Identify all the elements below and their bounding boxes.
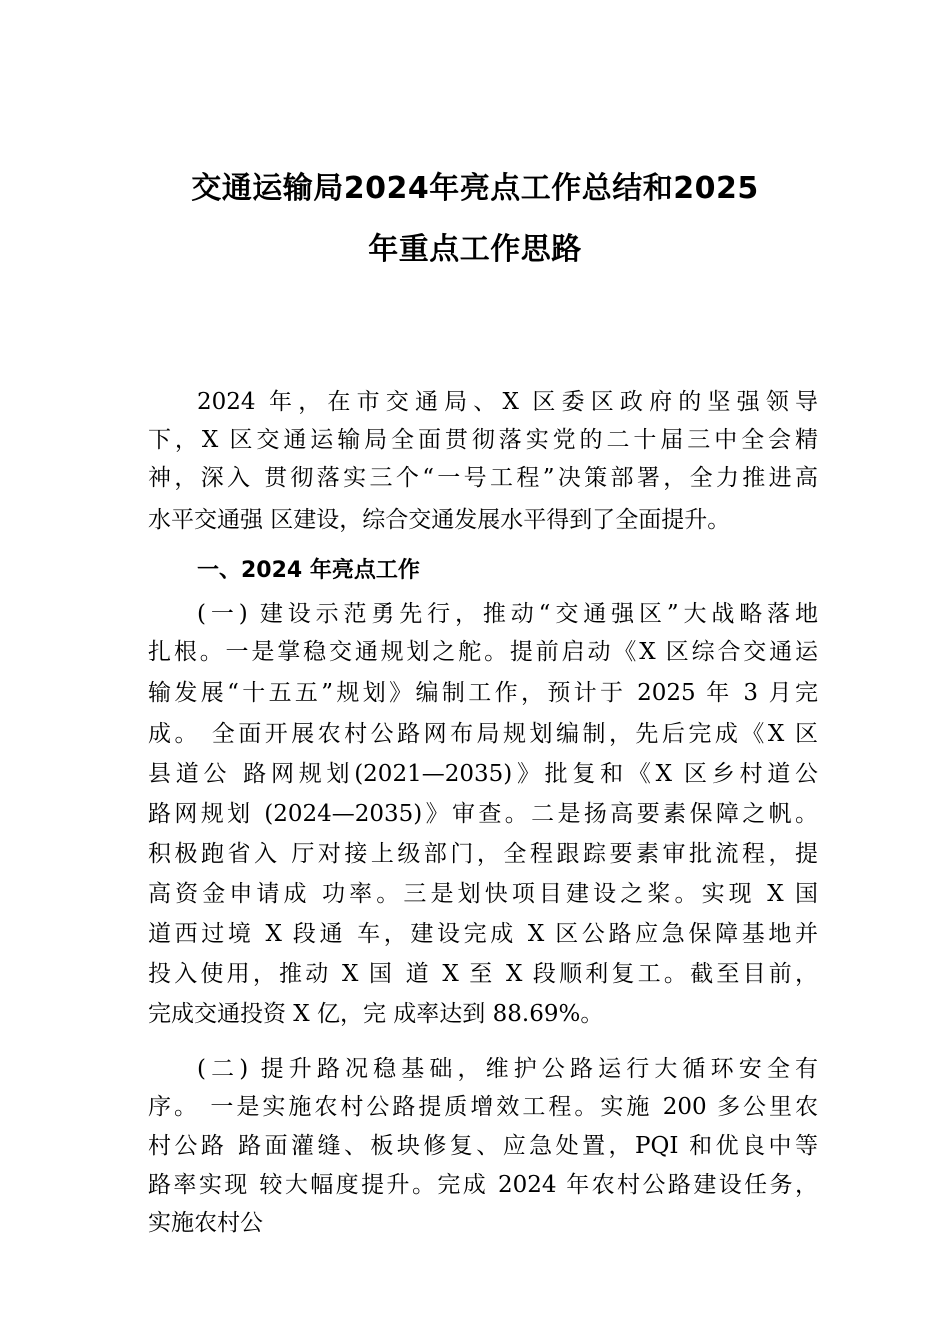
paragraph-line: 完成交通投资 X 亿，完 成率达到 88.69%。: [148, 1001, 604, 1027]
paragraph-line: 输发展“十五五”规划》编制工作，预计于 2025 年 3 月完: [148, 680, 818, 706]
intro-line: 水平交通强 区建设，综合交通发展水平得到了全面提升。: [148, 507, 731, 533]
paragraph-line: 道西过境 X 段通 车，建设完成 X 区公路应急保障基地并: [148, 921, 818, 947]
paragraph-line: 县道公 路网规划(2021—2035)》批复和《X 区乡村道公: [148, 761, 818, 787]
paragraph-line: (一) 建设示范勇先行，推动“交通强区”大战略落地: [197, 601, 818, 627]
paragraph-line: 实施农村公: [148, 1210, 263, 1236]
paragraph-line: 投入使用，推动 X 国 道 X 至 X 段顺利复工。截至目前，: [148, 961, 818, 987]
intro-line: 神，深入 贯彻落实三个“一号工程”决策部署，全力推进高: [148, 465, 818, 491]
paragraph-line: 扎根。一是掌稳交通规划之舵。提前启动《X 区综合交通运: [148, 639, 818, 665]
paragraph-line: 路率实现 较大幅度提升。完成 2024 年农村公路建设任务，: [148, 1172, 818, 1198]
intro-line: 2024 年，在市交通局、X 区委区政府的坚强领导: [197, 389, 818, 415]
paragraph-line: 村公路 路面灌缝、板块修复、应急处置，PQI 和优良中等: [148, 1133, 818, 1159]
section-heading: 一、2024 年亮点工作: [197, 558, 420, 583]
paragraph-line: 高资金申请成 功率。三是划快项目建设之桨。实现 X 国: [148, 881, 818, 907]
document-title-line2: 年重点工作思路: [368, 232, 582, 267]
paragraph-line: 路网规划 (2024—2035)》审查。二是扬高要素保障之帆。: [148, 801, 818, 827]
intro-line: 下，X 区交通运输局全面贯彻落实党的二十届三中全会精: [148, 427, 818, 453]
paragraph-line: 积极跑省入 厅对接上级部门，全程跟踪要素审批流程，提: [148, 841, 818, 867]
document-title-line1: 交通运输局2024年亮点工作总结和2025: [191, 171, 759, 206]
paragraph-line: (二) 提升路况稳基础，维护公路运行大循环安全有: [197, 1056, 818, 1082]
paragraph-line: 序。 一是实施农村公路提质增效工程。实施 200 多公里农: [148, 1094, 818, 1120]
paragraph-line: 成。 全面开展农村公路网布局规划编制，先后完成《X 区: [148, 721, 818, 747]
